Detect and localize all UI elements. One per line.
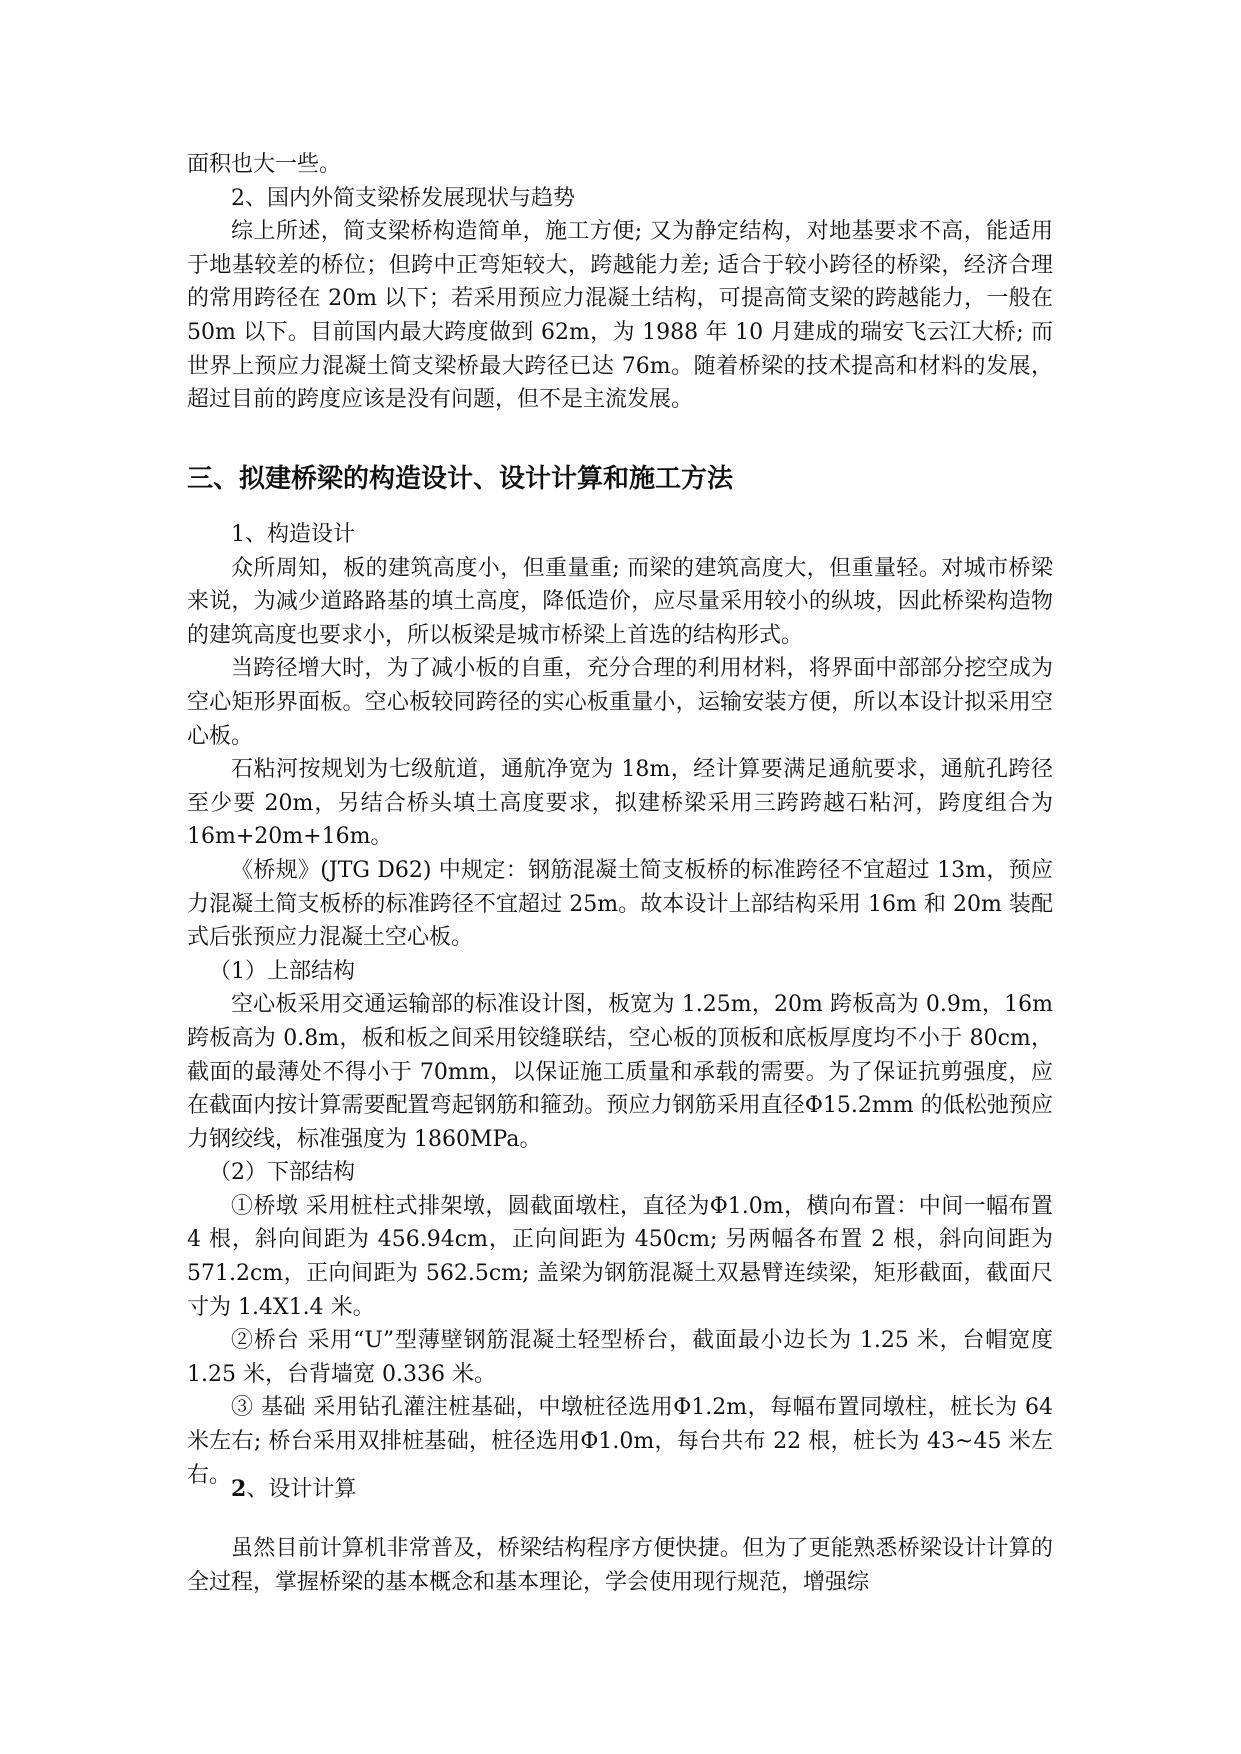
text-block-2 (187, 518, 1053, 1492)
subheading: 1、构造设计 (231, 522, 355, 547)
subheading-text: 、设计计算 (246, 1477, 357, 1502)
text-block-1 (187, 148, 1053, 417)
paragraph: 《桥规》(JTG D62) 中规定：钢筋混凝土简支板桥的标准跨径不宜超过 13m，预应力混凝土简支板桥的标准跨径不宜超过 25m。故本设计上部结构采用 16m 和 20m 装配式后张预应力混凝土空心板。 (187, 857, 1053, 951)
subheading-number: 2 (231, 1476, 247, 1502)
subheading: （1）上部结构 (209, 958, 355, 984)
paragraph: 石粘河按规划为七级航道，通航净宽为 18m，经计算要满足通航要求，通航孔跨径至少要 20m，另结合桥头填土高度要求，拟建桥梁采用三跨跨越石粘河，跨度组合为 16m+20m+16m。 (187, 757, 1053, 850)
text-block-3 (187, 1473, 1053, 1507)
subheading: 2、国内外简支梁桥发展现状与趋势 (231, 185, 575, 211)
paragraph: ②桥台 采用“U”型薄壁钢筋混凝土轻型桥台，截面最小边长为 1.25 米，台帽宽度 1.25 米，台背墙宽 0.336 米。 (187, 1328, 1053, 1387)
section-heading: 三、拟建桥梁的构造设计、设计计算和施工方法 (187, 464, 734, 494)
paragraph: 当跨径增大时，为了减小板的自重，充分合理的利用材料，将界面中部部分挖空成为空心矩形界面板。空心板较同跨径的实心板重量小，运输安装方便，所以本设计拟采用空心板。 (187, 656, 1053, 749)
paragraph: 面积也大一些。 (187, 152, 342, 177)
subheading: （2）下部结构 (209, 1160, 355, 1186)
paragraph: 综上所述，简支梁桥构造简单，施工方便; 又为静定结构，对地基要求不高，能适用于地基较差的桥位；但跨中正弯矩较大，跨越能力差; 适合于较小跨径的桥梁，经济合理的常用跨径在 20m 以下；若采用预应力混凝土结构，可提高简支梁的跨越能力，一般在 50m 以下。目前国内最大跨度做到 62m，为 1988 年 10 月建成的瑞安飞云江大桥; 而世界上预应力混凝土简支梁桥最大跨径已达 76m。随着桥梁的技术提高和材料的发展，超过目前的跨度应该是没有问题，但不是主流发展。 (187, 219, 1053, 413)
subheading (187, 1473, 1053, 1507)
paragraph: 众所周知，板的建筑高度小，但重量重; 而梁的建筑高度大，但重量轻。对城市桥梁来说，为减少道路路基的填土高度，降低造价，应尽量采用较小的纵坡，因此桥梁构造物的建筑高度也要求小，所以板梁是城市桥梁上首选的结构形式。 (187, 555, 1053, 648)
paragraph: 空心板采用交通运输部的标准设计图，板宽为 1.25m，20m 跨板高为 0.9m，16m 跨板高为 0.8m，板和板之间采用铰缝联结，空心板的顶板和底板厚度均不小于 80cm，截面的最薄处不得小于 70mm，以保证施工质量和承载的需要。为了保证抗剪强度，应在截面内按计算需要配置弯起钢筋和箍劲。预应力钢筋采用直径Φ15.2mm 的低松弛预应力钢绞线，标准强度为 1860MPa。 (187, 992, 1053, 1152)
text-block-4 (187, 1532, 1053, 1599)
paragraph: ③ 基础 采用钻孔灌注桩基础，中墩桩径选用Φ1.2m，每幅布置同墩柱，桩长为 64 米左右; 桥台采用双排桩基础，桩径选用Φ1.0m，每台共布 22 根，桩长为 43~45 米左右。 (187, 1395, 1053, 1488)
paragraph: 虽然目前计算机非常普及，桥梁结构程序方便快捷。但为了更能熟悉桥梁设计计算的全过程，掌握桥梁的基本概念和基本理论，学会使用现行规范，增强综 (187, 1536, 1053, 1595)
paragraph: ①桥墩 采用桩柱式排架墩，圆截面墩柱，直径为Φ1.0m，横向布置：中间一幅布置 4 根，斜向间距为 456.94cm，正向间距为 450cm; 另两幅各布置 2 根，斜向间距为 571.2cm，正向间距为 562.5cm; 盖梁为钢筋混凝土双悬臂连续梁，矩形截面，截面尺寸为 1.4X1.4 米。 (187, 1193, 1053, 1320)
